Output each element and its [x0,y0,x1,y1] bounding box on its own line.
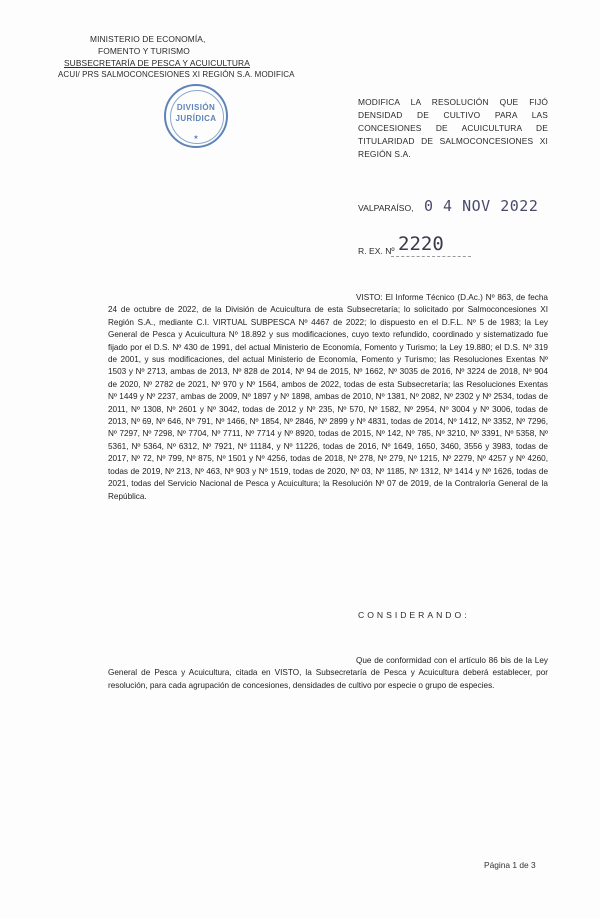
place-label: VALPARAÍSO, [358,203,414,213]
rex-underline [391,256,471,257]
undersecretariat-name: SUBSECRETARÍA DE PESCA Y ACUICULTURA [64,58,250,68]
stamp-text-line1: DIVISIÓN [176,103,216,112]
visto-paragraph [108,292,548,503]
date-stamp: 0 4 NOV 2022 [424,197,539,215]
visto-text: VISTO: El Informe Técnico (D.Ac.) Nº 863, de fecha 24 de octubre de 2022, de la División de Acuicultura de esta Subsecretaría; lo solicitado por Salmoconcesiones XI Región S.A., mediante C.I. VIRTUAL SUBPESCA Nº 4467 de 2022; lo dispuesto en el D.F.L. Nº 5 de 1983; la Ley General de Pesca y Acuicultura Nº 18.892 y sus modificaciones, cuyo texto refundido, coordinado y sistematizado fue fijado por el D.S. Nº 430 de 1991, del actual Ministerio de Economía, Fomento y Turismo; la Ley 19.880; el D.S. Nº 319 de 2001, y sus modificaciones, del actual Ministerio de Economía, Fomento y Turismo; las Resoluciones Exentas Nº 1503 y Nº 2713, ambas de 2013, Nº 828 de 2014, Nº 94 de 2015, Nº 1662, Nº 3035 de 2016, Nº 3224 de 2018, Nº 904 de 2020, Nº 2782 de 2021, Nº 970 y Nº 1564, ambos de 2022, todas de esta Subsecretaría; las Resoluciones Exentas Nº 1449 y Nº 2237, ambas de 2009, Nº 1897 y Nº 1898, ambas de 2010, Nº 1381, Nº 2082, Nº 2302 y Nº 2534, todas de 2011, Nº 1308, Nº 2601 y Nº 3042, todas de 2012 y Nº 235, Nº 570, Nº 1582, Nº 2954, Nº 3004 y Nº 3006, todas de 2013, Nº 69, Nº 646, Nº 791, Nº 1466, Nº 1854, Nº 2846, Nº 2899 y Nº 4831, todas de 2014, Nº 1412, Nº 3352, Nº 7296, Nº 7297, Nº 7298, Nº 7704, Nº 7711, Nº 7714 y Nº 8920, todas de 2015, Nº 142, Nº 785, Nº 3210, Nº 3391, Nº 5358, Nº 5361, Nº 5364, Nº 6312, Nº 7921, Nº 11184, y Nº 11226, todas de 2016, Nº 1649, 1650, 3460, 3556 y 3983, todas de 2017, Nº 72, Nº 799, Nº 875, Nº 1501 y Nº 4256, todas de 2018, Nº 278, Nº 279, Nº 1215, Nº 2279, Nº 4257 y Nº 4260, todas de 2019, Nº 213, Nº 463, Nº 903 y Nº 1519, todas de 2020, Nº 03, Nº 1185, Nº 1312, Nº 1414 y Nº 1626, todas de 2021, todas del Servicio Nacional de Pesca y Acuicultura; la Resolución Nº 07 de 2019, de la Contraloría General de la República. [108,293,548,501]
rex-label: R. EX. Nº [358,246,395,256]
star-icon: ★ [193,135,199,141]
page-number: Página 1 de 3 [484,860,536,870]
considerando-paragraph [108,655,548,692]
stamp-text-line2: JURÍDICA [175,114,217,123]
ministry-subtitle: FOMENTO Y TURISMO [98,46,190,56]
rex-number: 2220 [398,233,444,255]
considerando-text: Que de conformidad con el artículo 86 bis de la Ley General de Pesca y Acuicultura, citada en VISTO, la Subsecretaría de Pesca y Acuicultura deberá establecer, por resolución, para cada agrupación de concesiones, densidades de cultivo por especie o grupo de especies. [108,656,548,690]
letterhead [58,33,298,81]
division-stamp [164,84,228,148]
resolution-subject: MODIFICA LA RESOLUCIÓN QUE FIJÓ DENSIDAD DE CULTIVO PARA LAS CONCESIONES DE ACUICULTURA DE TITULARIDAD DE SALMOCONCESIONES XI REGIÓN S.A. [358,97,548,159]
ministry-name: MINISTERIO DE ECONOMÍA, [90,34,206,44]
reference-code: ACUI/ PRS SALMOCONCESIONES XI REGIÓN S.A. MODIFICA [58,70,295,79]
considerando-heading: CONSIDERANDO: [358,610,470,620]
